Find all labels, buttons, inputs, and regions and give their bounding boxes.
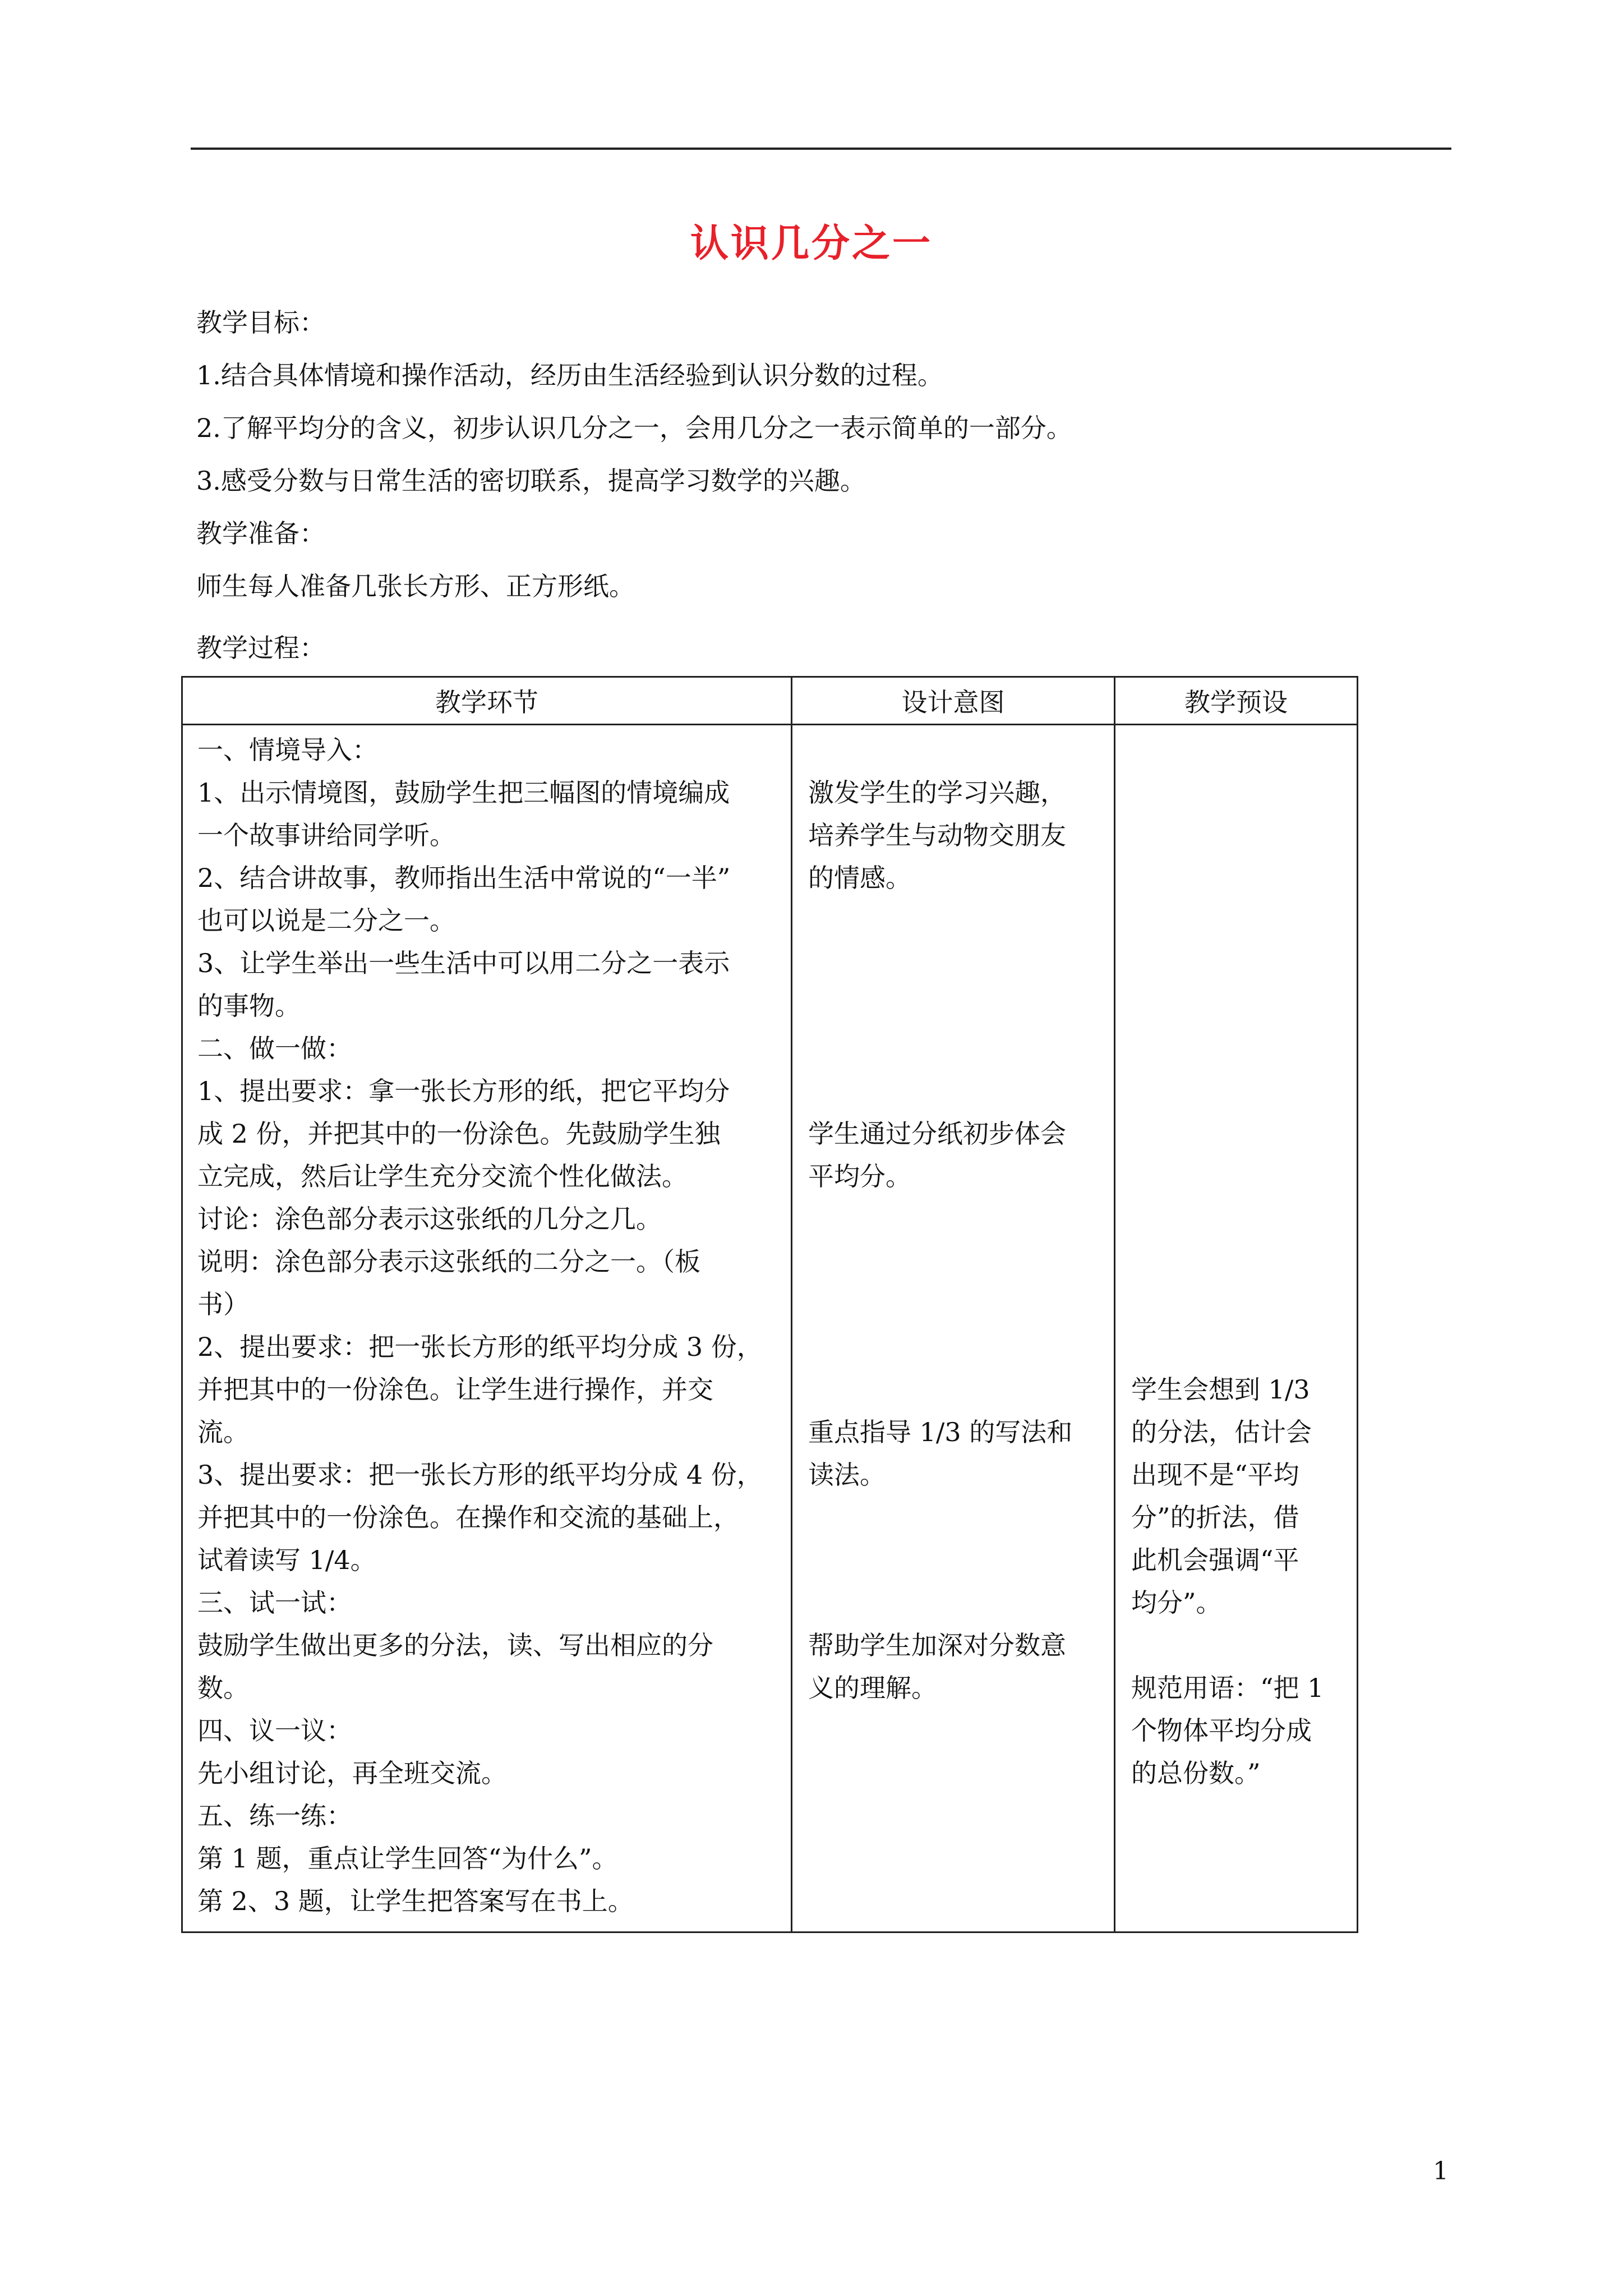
header-teaching-steps: 教学环节 bbox=[182, 677, 792, 725]
objective-item: 3.感受分数与日常生活的密切联系，提高学习数学的兴趣。 bbox=[196, 466, 866, 496]
intent-line: 重点指导 1/3 的写法和 bbox=[808, 1417, 1073, 1447]
intent-line: 培养学生与动物交朋友 bbox=[808, 820, 1066, 850]
step-line: 五、练一练： bbox=[197, 1801, 352, 1831]
step-line: 第 1 题，重点让学生回答“为什么”。 bbox=[197, 1843, 618, 1874]
header-rule bbox=[191, 148, 1451, 150]
step-line: 四、议一议： bbox=[197, 1715, 352, 1746]
preparation-heading: 教学准备： bbox=[196, 518, 325, 549]
teaching-steps-cell bbox=[182, 725, 792, 1932]
teaching-presets-cell bbox=[1115, 725, 1358, 1932]
step-line: 鼓励学生做出更多的分法，读、写出相应的分 bbox=[197, 1630, 713, 1660]
header-design-intent: 设计意图 bbox=[792, 677, 1115, 725]
preset-line: 规范用语：“把 1 bbox=[1131, 1673, 1324, 1703]
intent-line: 学生通过分纸初步体会 bbox=[808, 1119, 1066, 1149]
step-line: 一、情境导入： bbox=[197, 735, 378, 765]
step-line: 并把其中的一份涂色。在操作和交流的基础上， bbox=[197, 1502, 739, 1533]
document-title: 认识几分之一 bbox=[690, 221, 933, 266]
step-line: 讨论：涂色部分表示这张纸的几分之几。 bbox=[197, 1204, 662, 1234]
preset-line: 此机会强调“平 bbox=[1131, 1545, 1299, 1575]
step-line: 数。 bbox=[197, 1673, 249, 1703]
step-line: 也可以说是二分之一。 bbox=[197, 905, 455, 936]
step-line: 并把其中的一份涂色。让学生进行操作，并交 bbox=[197, 1374, 713, 1405]
intro-section bbox=[196, 296, 1430, 674]
step-line: 三、试一试： bbox=[197, 1588, 352, 1618]
step-line: 2、结合讲故事，教师指出生活中常说的“一半” bbox=[197, 863, 731, 893]
preset-line: 的分法，估计会 bbox=[1131, 1417, 1312, 1447]
preparation-text: 师生每人准备几张长方形、正方形纸。 bbox=[196, 571, 635, 601]
step-line: 2、提出要求：把一张长方形的纸平均分成 3 份， bbox=[197, 1332, 763, 1362]
step-line: 先小组讨论，再全班交流。 bbox=[197, 1758, 507, 1788]
step-line: 1、提出要求：拿一张长方形的纸，把它平均分 bbox=[197, 1076, 730, 1106]
step-line: 成 2 份，并把其中的一份涂色。先鼓励学生独 bbox=[197, 1119, 721, 1149]
preset-line: 学生会想到 1/3 bbox=[1131, 1374, 1310, 1405]
intent-line: 的情感。 bbox=[808, 863, 911, 893]
step-line: 试着读写 1/4。 bbox=[197, 1545, 376, 1575]
step-line: 3、让学生举出一些生活中可以用二分之一表示 bbox=[197, 948, 730, 978]
step-line: 二、做一做： bbox=[197, 1033, 352, 1064]
step-line: 书） bbox=[197, 1289, 249, 1319]
page-number: 1 bbox=[1433, 2157, 1449, 2185]
header-teaching-presets: 教学预设 bbox=[1115, 677, 1358, 725]
preset-line: 出现不是“平均 bbox=[1131, 1460, 1299, 1490]
table-header-row bbox=[182, 677, 1358, 725]
intent-line: 义的理解。 bbox=[808, 1673, 937, 1703]
process-heading: 教学过程： bbox=[196, 633, 325, 663]
step-line: 说明：涂色部分表示这张纸的二分之一。（板 bbox=[197, 1246, 700, 1277]
step-line: 3、提出要求：把一张长方形的纸平均分成 4 份， bbox=[197, 1460, 763, 1490]
intent-line: 帮助学生加深对分数意 bbox=[808, 1630, 1066, 1660]
step-line: 1、出示情境图，鼓励学生把三幅图的情境编成 bbox=[197, 777, 730, 808]
objectives-heading: 教学目标： bbox=[196, 307, 325, 338]
step-line: 第 2、3 题，让学生把答案写在书上。 bbox=[197, 1886, 634, 1916]
lesson-table bbox=[181, 676, 1358, 1933]
preset-line: 的总份数。” bbox=[1131, 1758, 1261, 1788]
table-row bbox=[182, 725, 1358, 1932]
preset-line: 均分”。 bbox=[1131, 1588, 1222, 1618]
design-intent-cell bbox=[792, 725, 1115, 1932]
objective-item: 1.结合具体情境和操作活动，经历由生活经验到认识分数的过程。 bbox=[196, 360, 943, 390]
step-line: 流。 bbox=[197, 1417, 249, 1447]
intent-line: 激发学生的学习兴趣， bbox=[808, 777, 1066, 808]
preset-line: 个物体平均分成 bbox=[1131, 1715, 1312, 1746]
intent-line: 读法。 bbox=[808, 1460, 886, 1490]
step-line: 立完成，然后让学生充分交流个性化做法。 bbox=[197, 1161, 688, 1191]
objective-item: 2.了解平均分的含义，初步认识几分之一，会用几分之一表示简单的一部分。 bbox=[196, 413, 1072, 443]
step-line: 一个故事讲给同学听。 bbox=[197, 820, 455, 850]
step-line: 的事物。 bbox=[197, 991, 301, 1021]
preset-line: 分”的折法，借 bbox=[1131, 1502, 1299, 1533]
intent-line: 平均分。 bbox=[808, 1161, 911, 1191]
